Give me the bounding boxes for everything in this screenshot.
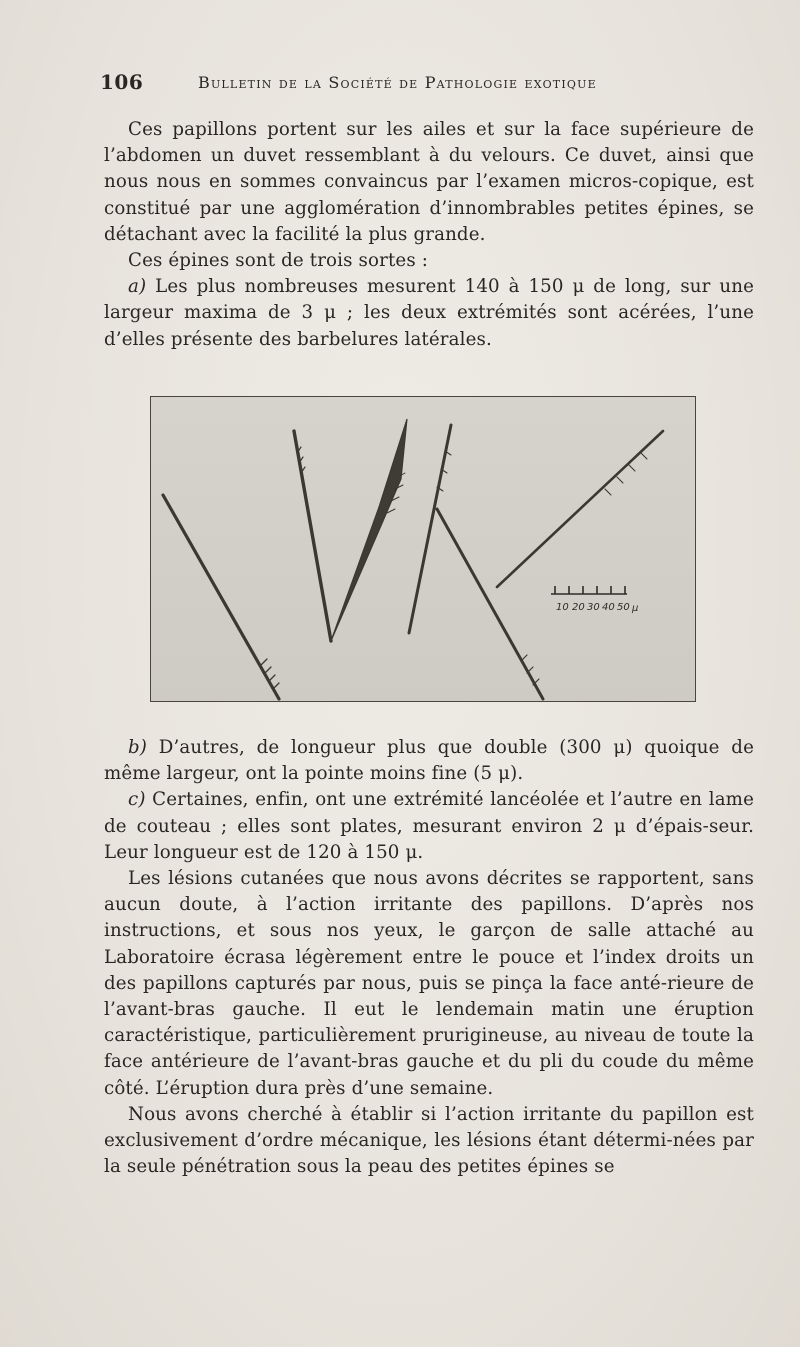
spine	[409, 425, 451, 633]
spine	[437, 509, 543, 699]
running-head: Bulletin de la Société de Pathologie exotique	[198, 73, 597, 92]
figure-spines	[150, 396, 696, 702]
text-block-top	[104, 117, 754, 353]
item-text: D’autres, de longueur plus que double (300 μ) quoique de même largeur, ont la pointe moins fine (5 μ).	[104, 737, 754, 785]
spine-barbs	[521, 655, 539, 685]
scale-label: 20	[572, 602, 585, 613]
page-number: 106	[100, 70, 144, 94]
list-item-c	[104, 787, 754, 866]
page-header	[100, 70, 660, 100]
scale-bar	[551, 586, 627, 594]
item-marker: c)	[128, 789, 146, 811]
paragraph: Les lésions cutanées que nous avons décrites se rapportent, sans aucun doute, à l’action irritante des papillons. D’après nos instructions, et sous nos yeux, le garçon de salle attaché au Laboratoire écrasa légèrement entre le pouce et l’index droits un des papillons capturés par nous, puis se pinça la face anté-rieure de l’avant-bras gauche. Il eut le lendemain matin une éruption caractéristique, particulièrement prurigineuse, au niveau de toute la face antérieure de l’avant-bras gauche et du pli du coude du même côté. L’éruption dura près d’une semaine.	[104, 868, 754, 1099]
paragraph: Ces papillons portent sur les ailes et sur la face supérieure de l’abdomen un duvet ressemblant à du velours. Ce duvet, ainsi que nous nous en sommes convaincus par l’examen micros-copique, est constitué par une agglomération d’innombrables petites épines, se détachant avec la facilité la plus grande.	[104, 119, 754, 245]
scale-label: 10	[556, 602, 569, 613]
paragraph: Nous avons cherché à établir si l’action irritante du papillon est exclusivement d’ordre mécanique, les lésions étant détermi-nées par la seule pénétration sous la peau des petites épines se	[104, 1103, 754, 1178]
text-block-bottom	[104, 735, 754, 1180]
spine-barbs	[605, 453, 647, 495]
scale-label: 40	[602, 602, 615, 613]
item-marker: a)	[128, 276, 147, 298]
spine	[163, 495, 279, 699]
spine	[497, 431, 663, 587]
scale-label: 30	[587, 602, 600, 613]
scale-unit: μ	[632, 603, 639, 614]
list-item-b	[104, 735, 754, 787]
paragraph: Ces épines sont de trois sortes :	[128, 250, 429, 272]
spines-illustration	[151, 397, 697, 703]
item-text: Les plus nombreuses mesurent 140 à 150 μ de long, sur une largeur maxima de 3 μ ; les deux extrémités sont acérées, l’une d’elles présente des barbelures latérales.	[104, 276, 754, 350]
list-item-a	[104, 274, 754, 353]
item-text: Certaines, enfin, ont une extrémité lancéolée et l’autre en lame de couteau ; elles sont plates, mesurant environ 2 μ d’épais-seur. Leur longueur est de 120 à 150 μ.	[104, 789, 754, 863]
spine-lanceolate	[331, 419, 407, 641]
item-marker: b)	[128, 737, 148, 758]
scale-label: 50	[617, 602, 630, 613]
